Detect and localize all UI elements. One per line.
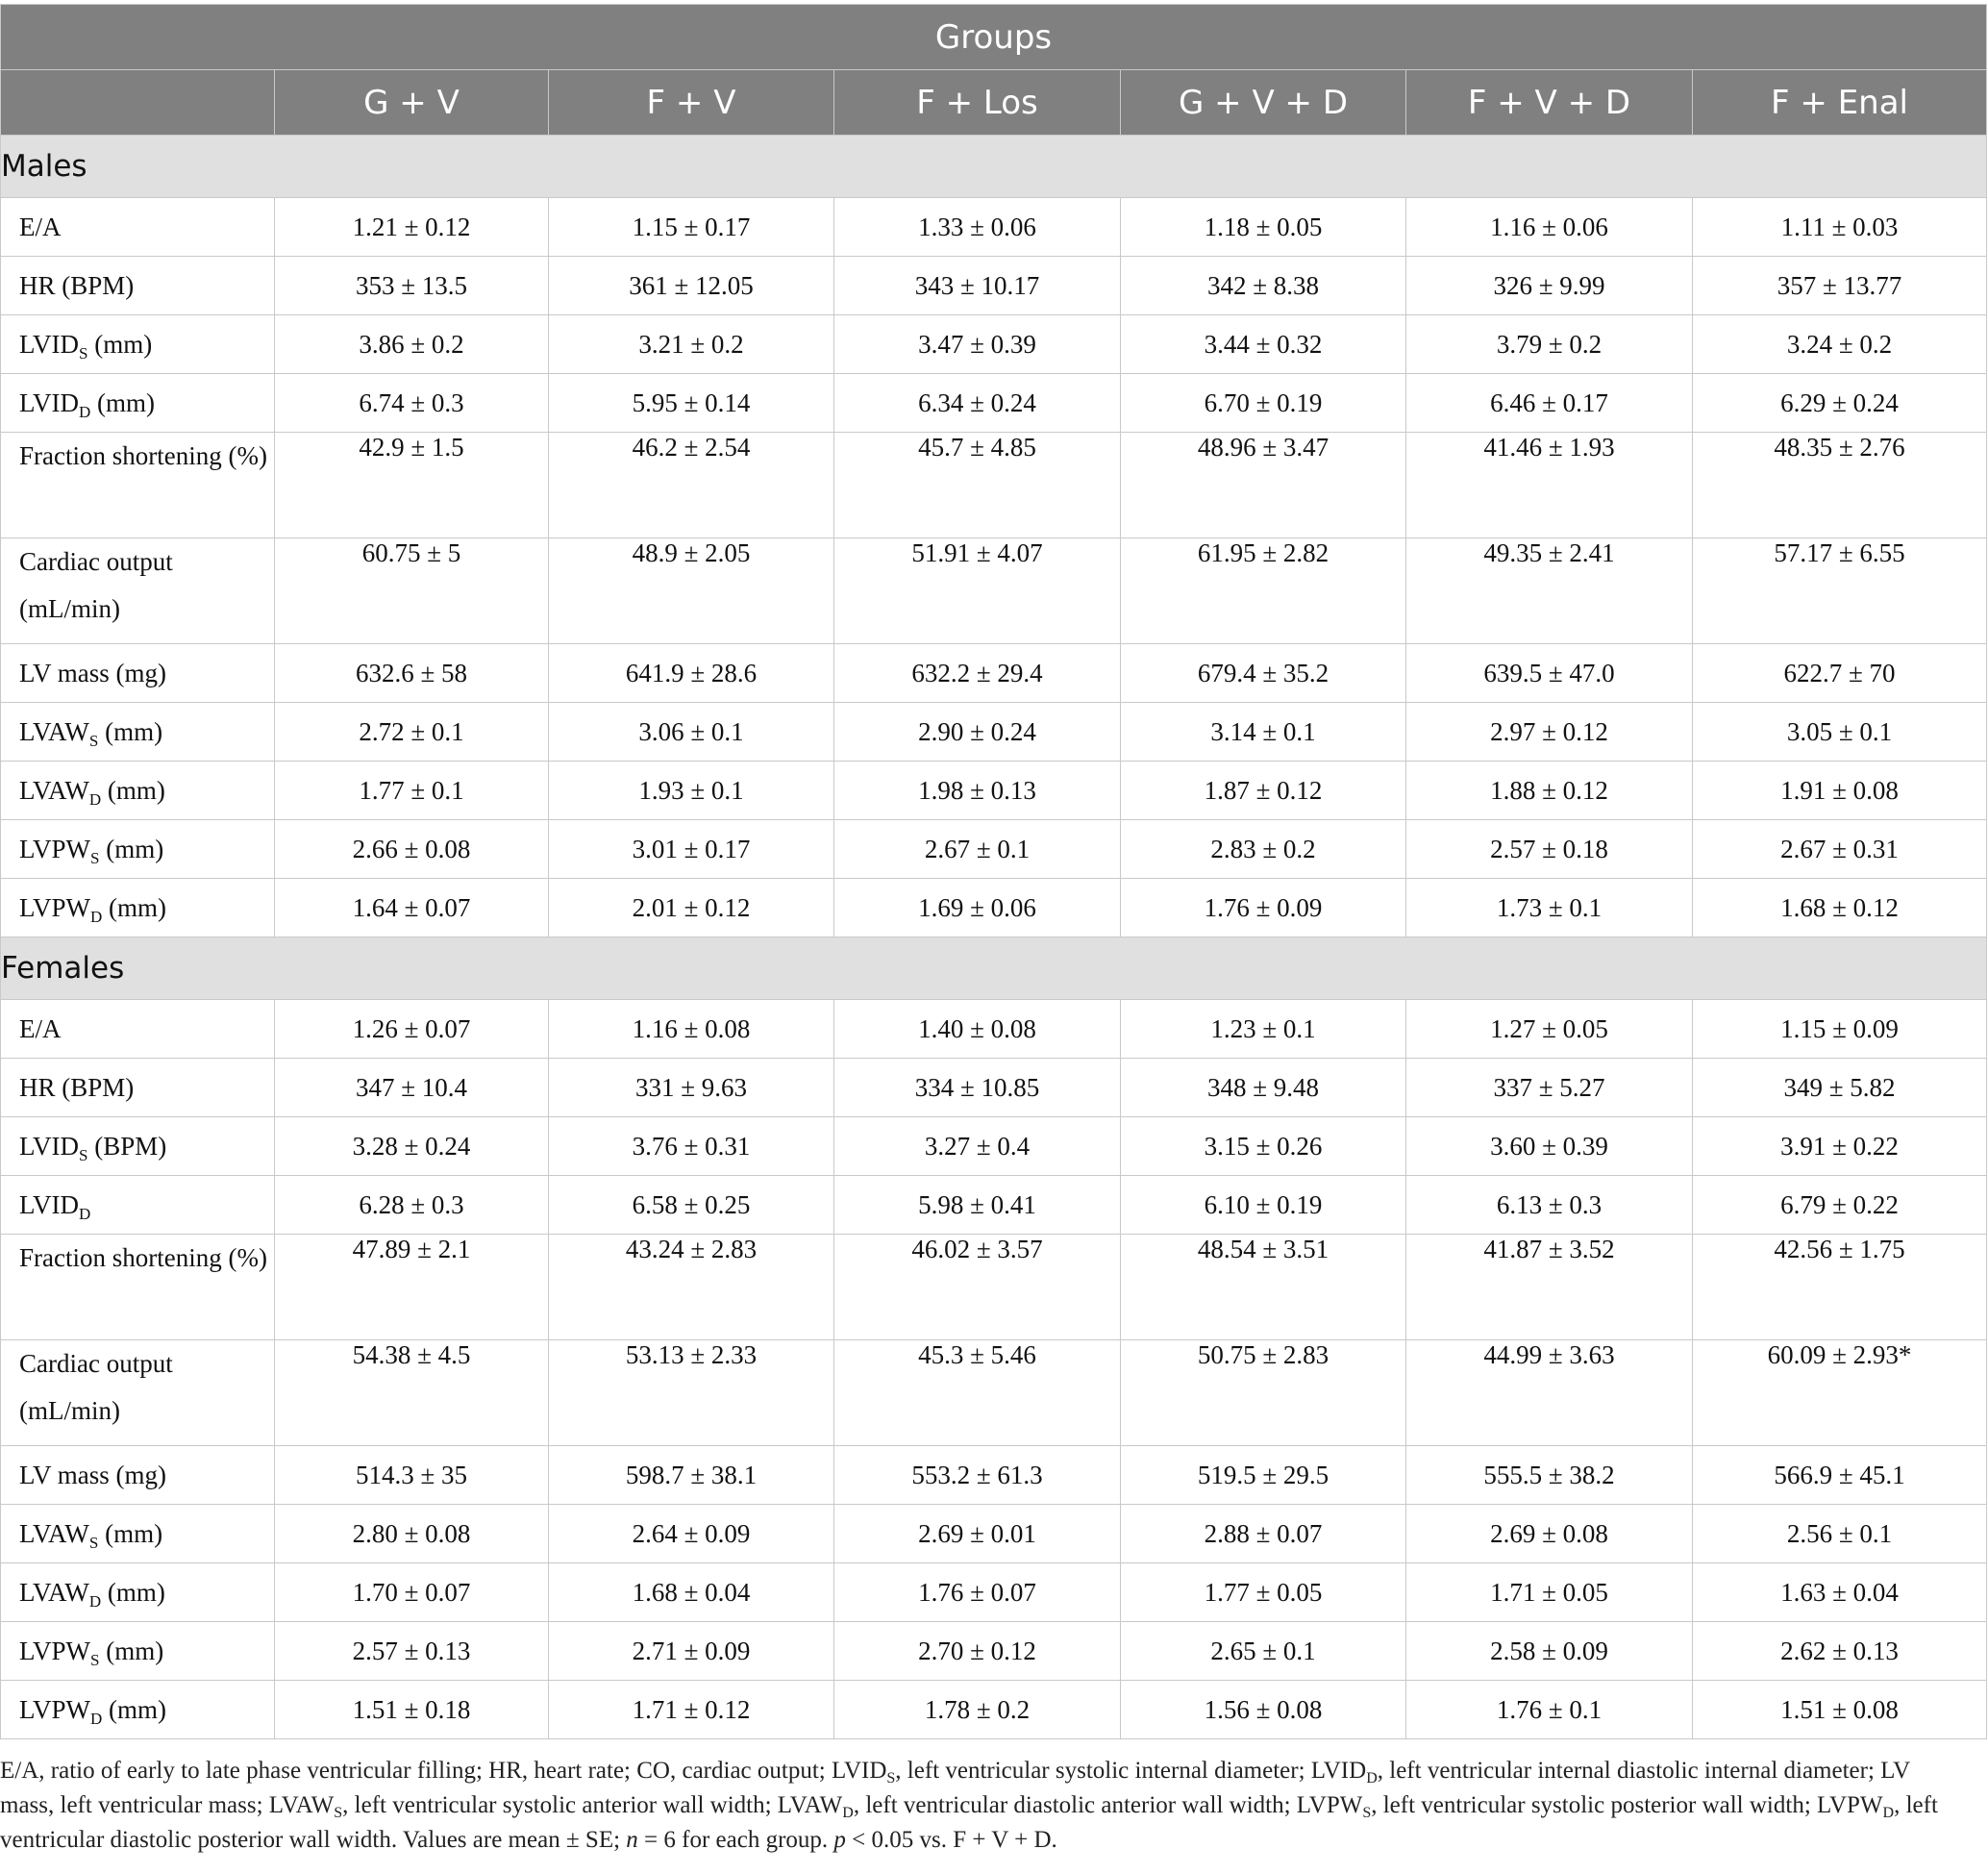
table-cell: 3.05 ± 0.1 xyxy=(1693,703,1987,762)
row-label-text: LVPW xyxy=(19,834,91,863)
table-cell: 1.64 ± 0.07 xyxy=(275,879,549,937)
table-cell: 2.69 ± 0.08 xyxy=(1406,1505,1693,1563)
table-cell: 2.56 ± 0.1 xyxy=(1693,1505,1987,1563)
table-cell: 57.17 ± 6.55 xyxy=(1693,538,1987,644)
table-row xyxy=(1,762,1987,820)
row-label-subscript: S xyxy=(79,343,88,362)
table-cell: 2.64 ± 0.09 xyxy=(549,1505,834,1563)
row-label-text: LVPW xyxy=(19,1694,91,1724)
table-cell: 42.9 ± 1.5 xyxy=(275,433,549,538)
table-row xyxy=(1,1563,1987,1622)
section-title: Females xyxy=(1,937,1987,1000)
row-label xyxy=(1,1563,275,1622)
table-cell: 1.76 ± 0.07 xyxy=(834,1563,1121,1622)
table-cell: 1.21 ± 0.12 xyxy=(275,198,549,257)
footnote-segment: S xyxy=(1362,1805,1372,1821)
table-cell: 48.54 ± 3.51 xyxy=(1121,1235,1406,1340)
table-cell: 6.10 ± 0.19 xyxy=(1121,1176,1406,1235)
row-label-subscript: D xyxy=(90,907,103,926)
column-header: G + V xyxy=(275,70,549,136)
table-cell: 1.68 ± 0.12 xyxy=(1693,879,1987,937)
row-label xyxy=(1,644,275,703)
table-cell: 1.26 ± 0.07 xyxy=(275,1000,549,1059)
table-cell: 2.97 ± 0.12 xyxy=(1406,703,1693,762)
table-cell: 1.71 ± 0.12 xyxy=(549,1681,834,1739)
table-row xyxy=(1,1622,1987,1681)
table-row xyxy=(1,1000,1987,1059)
table-cell: 3.21 ± 0.2 xyxy=(549,315,834,374)
table-cell: 1.23 ± 0.1 xyxy=(1121,1000,1406,1059)
column-header xyxy=(1,70,275,136)
table-cell: 1.68 ± 0.04 xyxy=(549,1563,834,1622)
table-cell: 1.88 ± 0.12 xyxy=(1406,762,1693,820)
footnote-segment: S xyxy=(886,1770,896,1787)
table-cell: 3.14 ± 0.1 xyxy=(1121,703,1406,762)
table-cell: 347 ± 10.4 xyxy=(275,1059,549,1117)
footnote-segment: , left ventricular diastolic posterior wall width. Values are mean ± SE; xyxy=(0,1792,1938,1853)
row-label xyxy=(1,1622,275,1681)
section-row-males xyxy=(1,136,1987,198)
row-label-text: LVAW xyxy=(19,1518,89,1548)
table-cell: 1.63 ± 0.04 xyxy=(1693,1563,1987,1622)
table-cell: 2.57 ± 0.18 xyxy=(1406,820,1693,879)
table-cell: 566.9 ± 45.1 xyxy=(1693,1446,1987,1505)
row-label-subscript: S xyxy=(88,1533,99,1552)
table-cell: 48.35 ± 2.76 xyxy=(1693,433,1987,538)
table-cell: 3.47 ± 0.39 xyxy=(834,315,1121,374)
table-cell: 2.70 ± 0.12 xyxy=(834,1622,1121,1681)
footnote-segment: = 6 for each group. xyxy=(637,1827,834,1853)
table-cell: 348 ± 9.48 xyxy=(1121,1059,1406,1117)
table-cell: 50.75 ± 2.83 xyxy=(1121,1340,1406,1446)
table-cell: 6.29 ± 0.24 xyxy=(1693,374,1987,433)
table-cell: 2.62 ± 0.13 xyxy=(1693,1622,1987,1681)
table-cell: 6.74 ± 0.3 xyxy=(275,374,549,433)
table-cell: 632.6 ± 58 xyxy=(275,644,549,703)
footnote-segment: , left ventricular systolic anterior wall width; LVAW xyxy=(342,1792,843,1818)
table-cell: 3.01 ± 0.17 xyxy=(549,820,834,879)
table-cell: 514.3 ± 35 xyxy=(275,1446,549,1505)
row-label xyxy=(1,703,275,762)
row-label-text: LVAW xyxy=(19,1577,89,1607)
footnote-segment: D xyxy=(1366,1770,1378,1787)
row-label-unit: (mm) xyxy=(101,1577,165,1607)
table-cell: 553.2 ± 61.3 xyxy=(834,1446,1121,1505)
row-label-subscript: D xyxy=(79,402,91,421)
row-label-text: E/A xyxy=(19,1013,62,1043)
table-row xyxy=(1,1235,1987,1340)
footnote-segment: n xyxy=(626,1827,638,1853)
table-cell: 622.7 ± 70 xyxy=(1693,644,1987,703)
table-cell: 1.11 ± 0.03 xyxy=(1693,198,1987,257)
table-cell: 46.2 ± 2.54 xyxy=(549,433,834,538)
row-label-text: LV mass (mg) xyxy=(19,658,167,687)
row-label xyxy=(1,374,275,433)
table-cell: 639.5 ± 47.0 xyxy=(1406,644,1693,703)
row-label-text: Fraction shortening (%) xyxy=(19,441,267,470)
table-cell: 1.71 ± 0.05 xyxy=(1406,1563,1693,1622)
table-row xyxy=(1,1446,1987,1505)
table-cell: 1.98 ± 0.13 xyxy=(834,762,1121,820)
table-cell: 3.15 ± 0.26 xyxy=(1121,1117,1406,1176)
table-cell: 48.96 ± 3.47 xyxy=(1121,433,1406,538)
row-label-unit: (mm) xyxy=(99,834,164,863)
table-cell: 1.51 ± 0.18 xyxy=(275,1681,549,1739)
table-cell: 1.33 ± 0.06 xyxy=(834,198,1121,257)
row-label-subscript: D xyxy=(88,789,102,809)
table-cell: 3.27 ± 0.4 xyxy=(834,1117,1121,1176)
table-cell: 49.35 ± 2.41 xyxy=(1406,538,1693,644)
table-cell: 42.56 ± 1.75 xyxy=(1693,1235,1987,1340)
table-row xyxy=(1,820,1987,879)
table-cell: 3.76 ± 0.31 xyxy=(549,1117,834,1176)
table-cell: 342 ± 8.38 xyxy=(1121,257,1406,315)
table-cell: 5.98 ± 0.41 xyxy=(834,1176,1121,1235)
table-cell: 2.65 ± 0.1 xyxy=(1121,1622,1406,1681)
table-cell: 47.89 ± 2.1 xyxy=(275,1235,549,1340)
table-cell: 1.69 ± 0.06 xyxy=(834,879,1121,937)
row-label-text: Fraction shortening (%) xyxy=(19,1243,267,1272)
table-row xyxy=(1,1059,1987,1117)
table-cell: 46.02 ± 3.57 xyxy=(834,1235,1121,1340)
table-cell: 3.86 ± 0.2 xyxy=(275,315,549,374)
groups-header: Groups xyxy=(1,5,1987,70)
row-label-text: LVAW xyxy=(19,716,89,746)
table-row xyxy=(1,198,1987,257)
row-label-unit: (mm) xyxy=(90,387,156,417)
table-cell: 3.06 ± 0.1 xyxy=(549,703,834,762)
footnote-segment: , left ventricular internal diastolic internal diameter; LV mass, left ventricular mass; LVAW xyxy=(0,1758,1910,1818)
row-label-subscript: D xyxy=(88,1591,102,1611)
table-cell: 6.28 ± 0.3 xyxy=(275,1176,549,1235)
table-cell: 3.28 ± 0.24 xyxy=(275,1117,549,1176)
table-cell: 3.44 ± 0.32 xyxy=(1121,315,1406,374)
table-row xyxy=(1,1176,1987,1235)
row-label-text: LVID xyxy=(19,1131,80,1161)
row-label-text: LVID xyxy=(19,1189,80,1219)
table-cell: 361 ± 12.05 xyxy=(549,257,834,315)
row-label xyxy=(1,1505,275,1563)
table-cell: 1.40 ± 0.08 xyxy=(834,1000,1121,1059)
section-title: Males xyxy=(1,136,1987,198)
footnote-segment: , left ventricular systolic posterior wall width; LVPW xyxy=(1371,1792,1883,1818)
table-cell: 45.3 ± 5.46 xyxy=(834,1340,1121,1446)
row-label xyxy=(1,762,275,820)
column-header: F + V + D xyxy=(1406,70,1693,136)
row-label-subscript: S xyxy=(88,731,99,750)
table-cell: 6.70 ± 0.19 xyxy=(1121,374,1406,433)
row-label xyxy=(1,1059,275,1117)
table-cell: 632.2 ± 29.4 xyxy=(834,644,1121,703)
row-label-text: LVID xyxy=(19,387,80,417)
table-row xyxy=(1,1505,1987,1563)
table-body xyxy=(1,136,1987,1739)
row-label-unit: (mm) xyxy=(101,775,165,805)
table-row xyxy=(1,315,1987,374)
footnote-segment: p xyxy=(833,1827,846,1853)
table-cell: 555.5 ± 38.2 xyxy=(1406,1446,1693,1505)
table-cell: 1.76 ± 0.09 xyxy=(1121,879,1406,937)
table-cell: 3.60 ± 0.39 xyxy=(1406,1117,1693,1176)
row-label-subscript: D xyxy=(90,1709,103,1728)
table-cell: 3.79 ± 0.2 xyxy=(1406,315,1693,374)
table-row xyxy=(1,538,1987,644)
table-cell: 1.18 ± 0.05 xyxy=(1121,198,1406,257)
table-cell: 61.95 ± 2.82 xyxy=(1121,538,1406,644)
table-cell: 45.7 ± 4.85 xyxy=(834,433,1121,538)
footnote-segment: , left ventricular diastolic anterior wall width; LVPW xyxy=(853,1792,1363,1818)
table-cell: 2.83 ± 0.2 xyxy=(1121,820,1406,879)
table-cell: 1.76 ± 0.1 xyxy=(1406,1681,1693,1739)
table-cell: 3.91 ± 0.22 xyxy=(1693,1117,1987,1176)
row-label xyxy=(1,1681,275,1739)
table-cell: 60.09 ± 2.93* xyxy=(1693,1340,1987,1446)
table-row xyxy=(1,1340,1987,1446)
row-label-unit: (mm) xyxy=(102,1694,167,1724)
table-cell: 6.79 ± 0.22 xyxy=(1693,1176,1987,1235)
table-row xyxy=(1,1681,1987,1739)
table-cell: 1.78 ± 0.2 xyxy=(834,1681,1121,1739)
table-row xyxy=(1,1117,1987,1176)
row-label xyxy=(1,1446,275,1505)
row-label-subscript: S xyxy=(90,1650,100,1669)
table-cell: 1.73 ± 0.1 xyxy=(1406,879,1693,937)
row-label-unit: (mm) xyxy=(98,716,163,746)
table-cell: 2.66 ± 0.08 xyxy=(275,820,549,879)
table-row xyxy=(1,703,1987,762)
table-cell: 1.87 ± 0.12 xyxy=(1121,762,1406,820)
row-label-text: E/A xyxy=(19,212,62,241)
table-footnote xyxy=(0,1754,1961,1858)
column-header: G + V + D xyxy=(1121,70,1406,136)
row-label xyxy=(1,1117,275,1176)
group-header-row xyxy=(1,5,1987,70)
table-cell: 1.16 ± 0.08 xyxy=(549,1000,834,1059)
footnote-segment: E/A, ratio of early to late phase ventricular filling; HR, heart rate; CO, cardiac output; LVID xyxy=(0,1758,887,1784)
table-cell: 334 ± 10.85 xyxy=(834,1059,1121,1117)
row-label-text: HR (BPM) xyxy=(19,270,135,300)
table-row xyxy=(1,879,1987,937)
row-label-subscript: S xyxy=(79,1145,88,1164)
row-label xyxy=(1,198,275,257)
table-cell: 1.70 ± 0.07 xyxy=(275,1563,549,1622)
row-label xyxy=(1,538,275,644)
table-cell: 2.88 ± 0.07 xyxy=(1121,1505,1406,1563)
table-cell: 349 ± 5.82 xyxy=(1693,1059,1987,1117)
table-cell: 60.75 ± 5 xyxy=(275,538,549,644)
row-label-subscript: S xyxy=(90,848,100,867)
table-row xyxy=(1,433,1987,538)
footnote-segment: D xyxy=(1882,1805,1895,1821)
row-label xyxy=(1,315,275,374)
row-label-text: LVAW xyxy=(19,775,89,805)
table-cell: 6.13 ± 0.3 xyxy=(1406,1176,1693,1235)
table-cell: 2.58 ± 0.09 xyxy=(1406,1622,1693,1681)
table-cell: 1.91 ± 0.08 xyxy=(1693,762,1987,820)
table-cell: 343 ± 10.17 xyxy=(834,257,1121,315)
table-cell: 1.93 ± 0.1 xyxy=(549,762,834,820)
table-cell: 331 ± 9.63 xyxy=(549,1059,834,1117)
table-cell: 2.72 ± 0.1 xyxy=(275,703,549,762)
table-cell: 1.27 ± 0.05 xyxy=(1406,1000,1693,1059)
table-cell: 353 ± 13.5 xyxy=(275,257,549,315)
row-label xyxy=(1,433,275,538)
footnote-segment: , left ventricular systolic internal diameter; LVID xyxy=(895,1758,1367,1784)
row-label-unit: (BPM) xyxy=(87,1131,167,1161)
table-cell: 641.9 ± 28.6 xyxy=(549,644,834,703)
table-cell: 357 ± 13.77 xyxy=(1693,257,1987,315)
row-label xyxy=(1,1235,275,1340)
row-label-text: LVPW xyxy=(19,1636,91,1665)
table-cell: 2.90 ± 0.24 xyxy=(834,703,1121,762)
row-label xyxy=(1,1000,275,1059)
table-cell: 3.24 ± 0.2 xyxy=(1693,315,1987,374)
row-label-unit: (mm) xyxy=(87,329,153,359)
table-cell: 2.67 ± 0.1 xyxy=(834,820,1121,879)
table-cell: 2.80 ± 0.08 xyxy=(275,1505,549,1563)
table-cell: 41.46 ± 1.93 xyxy=(1406,433,1693,538)
table-cell: 1.77 ± 0.1 xyxy=(275,762,549,820)
echo-data-table xyxy=(0,4,1987,1739)
column-header: F + V xyxy=(549,70,834,136)
table-cell: 1.15 ± 0.09 xyxy=(1693,1000,1987,1059)
footnote-segment: < 0.05 vs. F + V + D. xyxy=(845,1827,1057,1853)
table-cell: 337 ± 5.27 xyxy=(1406,1059,1693,1117)
table-cell: 51.91 ± 4.07 xyxy=(834,538,1121,644)
row-label-text: LV mass (mg) xyxy=(19,1460,167,1489)
table-cell: 679.4 ± 35.2 xyxy=(1121,644,1406,703)
footnote-segment: D xyxy=(842,1805,854,1821)
row-label-unit: (mm) xyxy=(102,892,167,922)
table-cell: 1.16 ± 0.06 xyxy=(1406,198,1693,257)
column-header: F + Los xyxy=(834,70,1121,136)
table-cell: 44.99 ± 3.63 xyxy=(1406,1340,1693,1446)
table-row xyxy=(1,644,1987,703)
table-row xyxy=(1,257,1987,315)
row-label xyxy=(1,879,275,937)
row-label xyxy=(1,1176,275,1235)
table-cell: 326 ± 9.99 xyxy=(1406,257,1693,315)
table-cell: 6.46 ± 0.17 xyxy=(1406,374,1693,433)
table-row xyxy=(1,374,1987,433)
table-cell: 519.5 ± 29.5 xyxy=(1121,1446,1406,1505)
row-label-subscript: D xyxy=(79,1204,91,1223)
table-cell: 1.77 ± 0.05 xyxy=(1121,1563,1406,1622)
row-label-unit: (mm) xyxy=(98,1518,163,1548)
table-cell: 54.38 ± 4.5 xyxy=(275,1340,549,1446)
table-cell: 41.87 ± 3.52 xyxy=(1406,1235,1693,1340)
row-label-unit: (mm) xyxy=(99,1636,164,1665)
table-cell: 43.24 ± 2.83 xyxy=(549,1235,834,1340)
table-cell: 48.9 ± 2.05 xyxy=(549,538,834,644)
row-label-text: LVPW xyxy=(19,892,91,922)
table-cell: 2.71 ± 0.09 xyxy=(549,1622,834,1681)
table-cell: 2.57 ± 0.13 xyxy=(275,1622,549,1681)
table-cell: 2.01 ± 0.12 xyxy=(549,879,834,937)
row-label-text: Cardiac output (mL/min) xyxy=(19,1349,173,1425)
table-cell: 1.51 ± 0.08 xyxy=(1693,1681,1987,1739)
row-label xyxy=(1,257,275,315)
section-row-females xyxy=(1,937,1987,1000)
table-cell: 1.15 ± 0.17 xyxy=(549,198,834,257)
footnote-segment: S xyxy=(334,1805,343,1821)
row-label-text: Cardiac output (mL/min) xyxy=(19,547,173,623)
table-cell: 1.56 ± 0.08 xyxy=(1121,1681,1406,1739)
table-cell: 53.13 ± 2.33 xyxy=(549,1340,834,1446)
table-cell: 6.58 ± 0.25 xyxy=(549,1176,834,1235)
table-cell: 2.69 ± 0.01 xyxy=(834,1505,1121,1563)
row-label-text: LVID xyxy=(19,329,80,359)
table-cell: 5.95 ± 0.14 xyxy=(549,374,834,433)
row-label-text: HR (BPM) xyxy=(19,1072,135,1102)
table-cell: 598.7 ± 38.1 xyxy=(549,1446,834,1505)
row-label xyxy=(1,820,275,879)
table-cell: 6.34 ± 0.24 xyxy=(834,374,1121,433)
column-header-row xyxy=(1,70,1987,136)
row-label xyxy=(1,1340,275,1446)
column-header: F + Enal xyxy=(1693,70,1987,136)
table-cell: 2.67 ± 0.31 xyxy=(1693,820,1987,879)
